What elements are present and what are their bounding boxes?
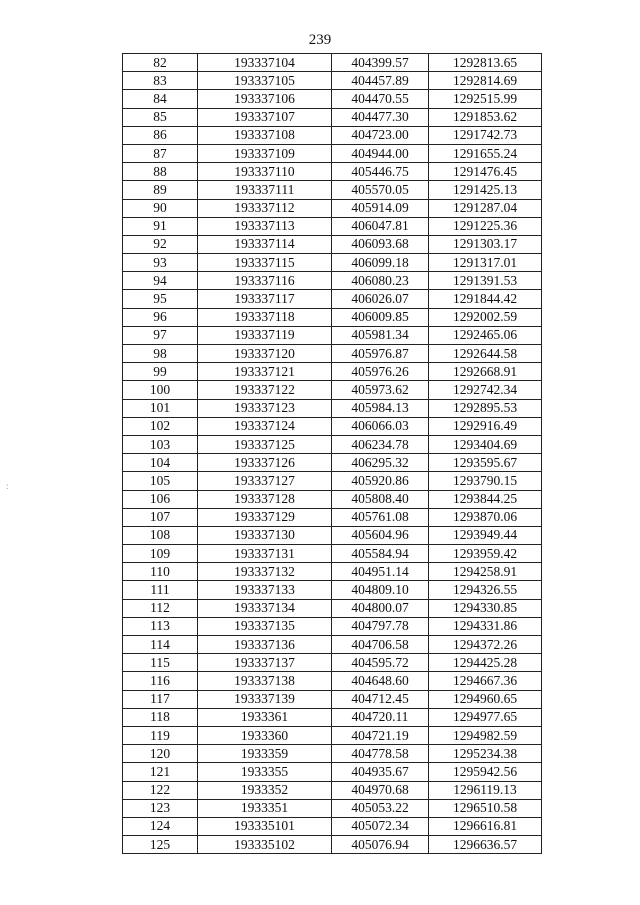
row-number-cell: 110 [123,563,198,581]
point-id-cell: 1933355 [198,763,332,781]
row-number-cell: 92 [123,235,198,253]
row-number-cell: 82 [123,54,198,72]
y-coordinate-cell: 1294667.36 [429,672,542,690]
x-coordinate-cell: 405072.34 [332,817,429,835]
row-number-cell: 91 [123,217,198,235]
row-number-cell: 118 [123,708,198,726]
table-row [123,817,542,835]
table-row [123,763,542,781]
y-coordinate-cell: 1295942.56 [429,763,542,781]
row-number-cell: 97 [123,326,198,344]
row-number-cell: 86 [123,126,198,144]
table-row [123,72,542,90]
y-coordinate-cell: 1291425.13 [429,181,542,199]
row-number-cell: 98 [123,345,198,363]
table-row [123,399,542,417]
x-coordinate-cell: 404951.14 [332,563,429,581]
point-id-cell: 193337119 [198,326,332,344]
y-coordinate-cell: 1292002.59 [429,308,542,326]
x-coordinate-cell: 404778.58 [332,745,429,763]
point-id-cell: 193337112 [198,199,332,217]
margin-mark: : [6,481,9,491]
x-coordinate-cell: 406093.68 [332,235,429,253]
row-number-cell: 105 [123,472,198,490]
y-coordinate-cell: 1294258.91 [429,563,542,581]
row-number-cell: 106 [123,490,198,508]
table-row [123,254,542,272]
x-coordinate-cell: 406099.18 [332,254,429,272]
point-id-cell: 193337104 [198,54,332,72]
point-id-cell: 193337107 [198,108,332,126]
y-coordinate-cell: 1294977.65 [429,708,542,726]
table-row [123,617,542,635]
point-id-cell: 193337129 [198,508,332,526]
y-coordinate-cell: 1292515.99 [429,90,542,108]
x-coordinate-cell: 404477.30 [332,108,429,126]
point-id-cell: 193337124 [198,417,332,435]
y-coordinate-cell: 1293959.42 [429,545,542,563]
table-row [123,708,542,726]
row-number-cell: 84 [123,90,198,108]
x-coordinate-cell: 404399.57 [332,54,429,72]
point-id-cell: 193337105 [198,72,332,90]
point-id-cell: 193337114 [198,235,332,253]
point-id-cell: 193337130 [198,526,332,544]
x-coordinate-cell: 405973.62 [332,381,429,399]
x-coordinate-cell: 405446.75 [332,163,429,181]
row-number-cell: 102 [123,417,198,435]
page-number: 239 [308,32,332,48]
point-id-cell: 193337110 [198,163,332,181]
y-coordinate-cell: 1294425.28 [429,654,542,672]
y-coordinate-cell: 1296636.57 [429,836,542,854]
y-coordinate-cell: 1294960.65 [429,690,542,708]
table-row [123,545,542,563]
point-id-cell: 193337133 [198,581,332,599]
point-id-cell: 193337125 [198,435,332,453]
point-id-cell: 193337135 [198,617,332,635]
table-row [123,345,542,363]
x-coordinate-cell: 404721.19 [332,726,429,744]
x-coordinate-cell: 405053.22 [332,799,429,817]
table-row [123,472,542,490]
row-number-cell: 114 [123,636,198,654]
table-row [123,144,542,162]
table-row [123,672,542,690]
row-number-cell: 94 [123,272,198,290]
table-row [123,272,542,290]
table-row [123,308,542,326]
row-number-cell: 108 [123,526,198,544]
y-coordinate-cell: 1293790.15 [429,472,542,490]
x-coordinate-cell: 406234.78 [332,435,429,453]
table-row [123,235,542,253]
y-coordinate-cell: 1292668.91 [429,363,542,381]
row-number-cell: 109 [123,545,198,563]
point-id-cell: 193337115 [198,254,332,272]
point-id-cell: 193337128 [198,490,332,508]
x-coordinate-cell: 405976.26 [332,363,429,381]
point-id-cell: 1933352 [198,781,332,799]
x-coordinate-cell: 405920.86 [332,472,429,490]
y-coordinate-cell: 1296510.58 [429,799,542,817]
x-coordinate-cell: 406066.03 [332,417,429,435]
y-coordinate-cell: 1293949.44 [429,526,542,544]
x-coordinate-cell: 405584.94 [332,545,429,563]
table-row [123,781,542,799]
point-id-cell: 193337138 [198,672,332,690]
point-id-cell: 193335101 [198,817,332,835]
table-row [123,435,542,453]
table-row [123,417,542,435]
point-id-cell: 193337106 [198,90,332,108]
row-number-cell: 122 [123,781,198,799]
table-row [123,490,542,508]
x-coordinate-cell: 405076.94 [332,836,429,854]
y-coordinate-cell: 1291742.73 [429,126,542,144]
row-number-cell: 100 [123,381,198,399]
table-row [123,636,542,654]
x-coordinate-cell: 404470.55 [332,90,429,108]
coordinates-table-body [123,54,542,854]
y-coordinate-cell: 1292465.06 [429,326,542,344]
point-id-cell: 1933360 [198,726,332,744]
table-row [123,363,542,381]
point-id-cell: 193337139 [198,690,332,708]
point-id-cell: 193337113 [198,217,332,235]
table-row [123,54,542,72]
x-coordinate-cell: 405761.08 [332,508,429,526]
y-coordinate-cell: 1291225.36 [429,217,542,235]
x-coordinate-cell: 404809.10 [332,581,429,599]
table-row [123,290,542,308]
point-id-cell: 193337122 [198,381,332,399]
point-id-cell: 193337108 [198,126,332,144]
y-coordinate-cell: 1294982.59 [429,726,542,744]
table-row [123,526,542,544]
x-coordinate-cell: 405570.05 [332,181,429,199]
x-coordinate-cell: 404712.45 [332,690,429,708]
x-coordinate-cell: 404970.68 [332,781,429,799]
x-coordinate-cell: 405984.13 [332,399,429,417]
row-number-cell: 117 [123,690,198,708]
x-coordinate-cell: 404706.58 [332,636,429,654]
table-row [123,745,542,763]
y-coordinate-cell: 1293870.06 [429,508,542,526]
row-number-cell: 85 [123,108,198,126]
x-coordinate-cell: 405976.87 [332,345,429,363]
x-coordinate-cell: 405914.09 [332,199,429,217]
row-number-cell: 89 [123,181,198,199]
point-id-cell: 193337127 [198,472,332,490]
y-coordinate-cell: 1294331.86 [429,617,542,635]
point-id-cell: 193337137 [198,654,332,672]
y-coordinate-cell: 1293404.69 [429,435,542,453]
row-number-cell: 121 [123,763,198,781]
table-row [123,581,542,599]
y-coordinate-cell: 1291317.01 [429,254,542,272]
point-id-cell: 193337126 [198,454,332,472]
table-row [123,108,542,126]
row-number-cell: 113 [123,617,198,635]
row-number-cell: 88 [123,163,198,181]
point-id-cell: 193337111 [198,181,332,199]
table-row [123,90,542,108]
x-coordinate-cell: 405981.34 [332,326,429,344]
row-number-cell: 95 [123,290,198,308]
x-coordinate-cell: 404457.89 [332,72,429,90]
x-coordinate-cell: 404723.00 [332,126,429,144]
y-coordinate-cell: 1292644.58 [429,345,542,363]
y-coordinate-cell: 1291287.04 [429,199,542,217]
table-row [123,654,542,672]
row-number-cell: 124 [123,817,198,835]
table-row [123,126,542,144]
point-id-cell: 193337134 [198,599,332,617]
row-number-cell: 96 [123,308,198,326]
row-number-cell: 119 [123,726,198,744]
table-row [123,726,542,744]
row-number-cell: 107 [123,508,198,526]
y-coordinate-cell: 1296119.13 [429,781,542,799]
row-number-cell: 120 [123,745,198,763]
table-row [123,563,542,581]
x-coordinate-cell: 406080.23 [332,272,429,290]
point-id-cell: 193337120 [198,345,332,363]
row-number-cell: 87 [123,144,198,162]
y-coordinate-cell: 1294326.55 [429,581,542,599]
point-id-cell: 193337117 [198,290,332,308]
point-id-cell: 193337123 [198,399,332,417]
y-coordinate-cell: 1291655.24 [429,144,542,162]
x-coordinate-cell: 404648.60 [332,672,429,690]
row-number-cell: 93 [123,254,198,272]
y-coordinate-cell: 1293844.25 [429,490,542,508]
x-coordinate-cell: 405808.40 [332,490,429,508]
table-row [123,799,542,817]
y-coordinate-cell: 1291476.45 [429,163,542,181]
point-id-cell: 193337116 [198,272,332,290]
coordinates-table [122,53,542,854]
y-coordinate-cell: 1293595.67 [429,454,542,472]
point-id-cell: 1933359 [198,745,332,763]
x-coordinate-cell: 405604.96 [332,526,429,544]
y-coordinate-cell: 1295234.38 [429,745,542,763]
row-number-cell: 115 [123,654,198,672]
x-coordinate-cell: 404797.78 [332,617,429,635]
row-number-cell: 83 [123,72,198,90]
y-coordinate-cell: 1291391.53 [429,272,542,290]
table-row [123,181,542,199]
x-coordinate-cell: 404595.72 [332,654,429,672]
point-id-cell: 193337121 [198,363,332,381]
row-number-cell: 99 [123,363,198,381]
table-row [123,163,542,181]
point-id-cell: 193335102 [198,836,332,854]
table-row [123,508,542,526]
y-coordinate-cell: 1291303.17 [429,235,542,253]
table-row [123,326,542,344]
y-coordinate-cell: 1292742.34 [429,381,542,399]
table-row [123,199,542,217]
x-coordinate-cell: 406026.07 [332,290,429,308]
y-coordinate-cell: 1291844.42 [429,290,542,308]
point-id-cell: 1933361 [198,708,332,726]
row-number-cell: 111 [123,581,198,599]
x-coordinate-cell: 404935.67 [332,763,429,781]
y-coordinate-cell: 1292814.69 [429,72,542,90]
row-number-cell: 90 [123,199,198,217]
table-row [123,454,542,472]
y-coordinate-cell: 1292895.53 [429,399,542,417]
point-id-cell: 193337109 [198,144,332,162]
table-row [123,381,542,399]
x-coordinate-cell: 404720.11 [332,708,429,726]
table-row [123,599,542,617]
row-number-cell: 116 [123,672,198,690]
y-coordinate-cell: 1294372.26 [429,636,542,654]
x-coordinate-cell: 404800.07 [332,599,429,617]
point-id-cell: 193337132 [198,563,332,581]
row-number-cell: 103 [123,435,198,453]
x-coordinate-cell: 406047.81 [332,217,429,235]
table-row [123,217,542,235]
x-coordinate-cell: 406009.85 [332,308,429,326]
row-number-cell: 104 [123,454,198,472]
y-coordinate-cell: 1294330.85 [429,599,542,617]
point-id-cell: 1933351 [198,799,332,817]
x-coordinate-cell: 406295.32 [332,454,429,472]
table-row [123,690,542,708]
table-row [123,836,542,854]
point-id-cell: 193337136 [198,636,332,654]
row-number-cell: 101 [123,399,198,417]
y-coordinate-cell: 1291853.62 [429,108,542,126]
x-coordinate-cell: 404944.00 [332,144,429,162]
y-coordinate-cell: 1292916.49 [429,417,542,435]
y-coordinate-cell: 1292813.65 [429,54,542,72]
row-number-cell: 125 [123,836,198,854]
row-number-cell: 123 [123,799,198,817]
row-number-cell: 112 [123,599,198,617]
point-id-cell: 193337118 [198,308,332,326]
point-id-cell: 193337131 [198,545,332,563]
y-coordinate-cell: 1296616.81 [429,817,542,835]
